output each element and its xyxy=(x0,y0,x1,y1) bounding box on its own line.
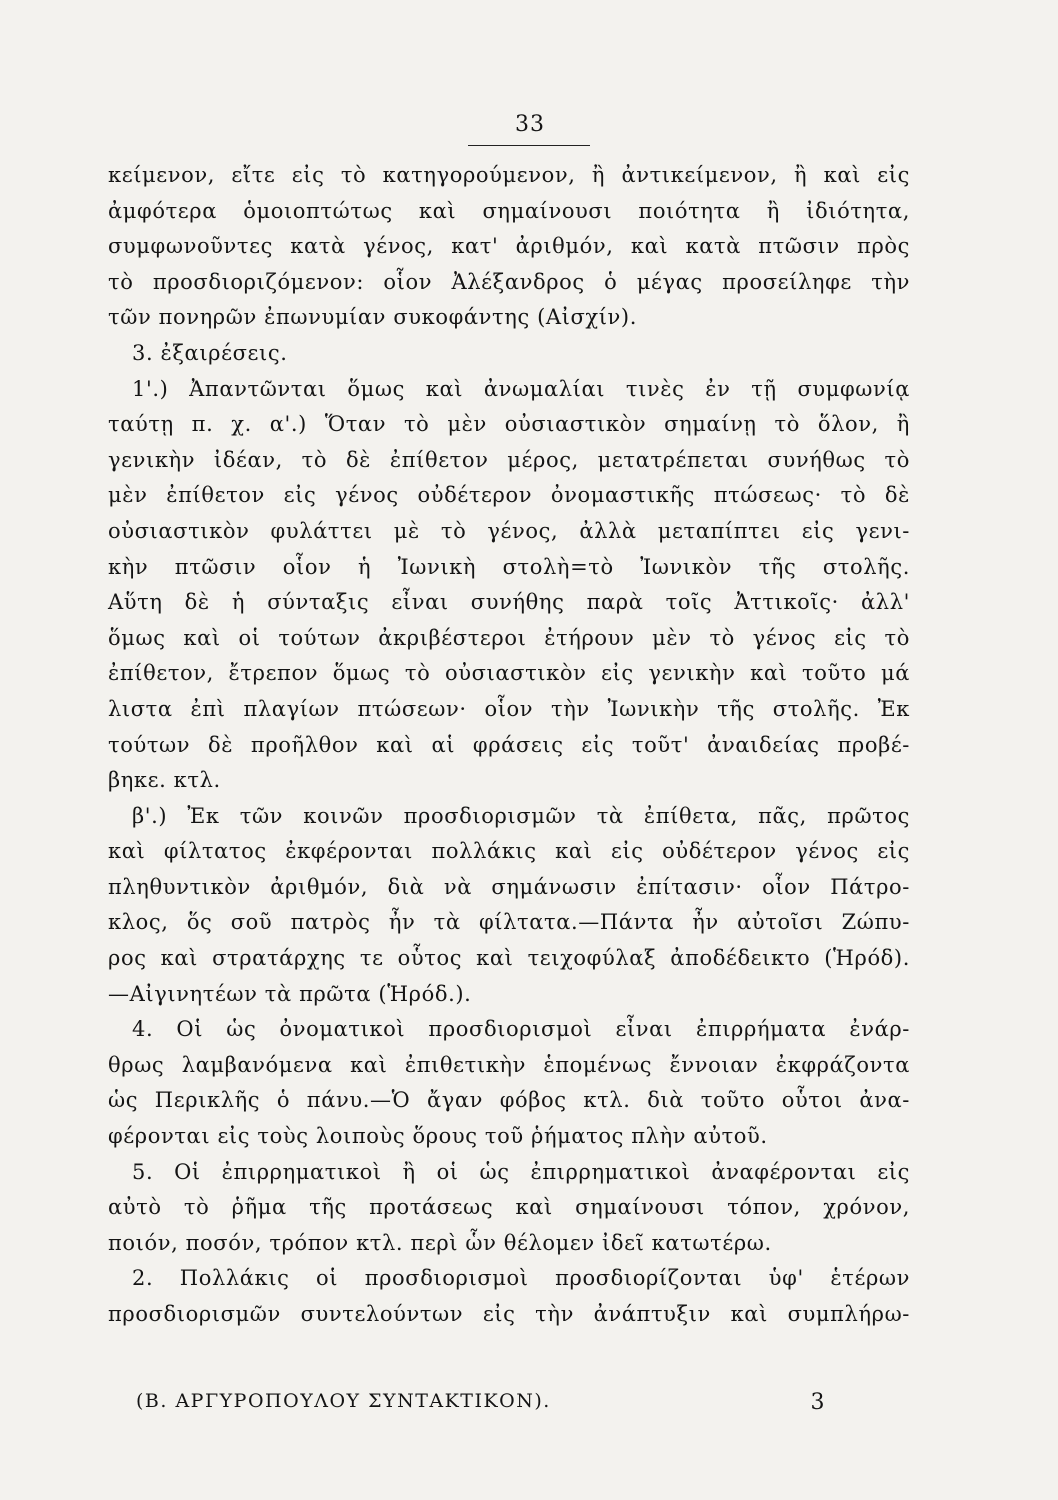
text-line: συμφωνοῦντες κατὰ γένος, κατ' ἀριθμόν, καὶ κατὰ πτῶσιν πρὸς xyxy=(108,234,910,259)
text-line: καὶ φίλτατος ἐκφέρονται πολλάκις καὶ εἰς οὐδέτερον γένος εἰς xyxy=(108,839,910,864)
text-line: 4. Οἱ ὡς ὀνοματικοὶ προσδιορισμοὶ εἶναι ἐπιρρήματα ἐνάρ- xyxy=(132,1017,910,1042)
text-line: ταύτῃ π. χ. α'.) Ὅταν τὸ μὲν οὐσιαστικὸν σημαίνῃ τὸ ὅλον, ἢ xyxy=(108,412,910,437)
text-line: κὴν πτῶσιν οἷον ἡ Ἰωνικὴ στολὴ=τὸ Ἰωνικὸν τῆς στολῆς. xyxy=(108,554,910,579)
text-line: μὲν ἐπίθετον εἰς γένος οὐδέτερον ὀνομαστικῆς πτώσεως· τὸ δὲ xyxy=(108,483,910,508)
text-line: ὡς Περικλῆς ὁ πάνυ.—Ὁ ἄγαν φόβος κτλ. διὰ τοῦτο οὗτοι ἀνα- xyxy=(108,1088,910,1113)
text-line: Αὕτη δὲ ἡ σύνταξις εἶναι συνήθης παρὰ τοῖς Ἀττικοῖς· ἀλλ' xyxy=(108,590,910,615)
text-line: γενικὴν ἰδέαν, τὸ δὲ ἐπίθετον μέρος, μετατρέπεται συνήθως τὸ xyxy=(108,447,910,472)
text-line: 1'.) Ἀπαντῶνται ὅμως καὶ ἀνωμαλίαι τινὲς ἐν τῇ συμφωνίᾳ xyxy=(132,376,910,401)
text-line: προσδιορισμῶν συντελούντων εἰς τὴν ἀνάπτυξιν καὶ συμπλήρω- xyxy=(108,1302,910,1326)
text-line: ποιόν, ποσόν, τρόπον κτλ. περὶ ὧν θέλομεν ἰδεῖ κατωτέρω. xyxy=(108,1230,772,1255)
body-text xyxy=(108,158,910,1333)
text-line: πληθυντικὸν ἀριθμόν, διὰ νὰ σημάνωσιν ἐπίτασιν· οἷον Πάτρο- xyxy=(108,874,910,899)
footer-sheet-number: 3 xyxy=(810,1390,826,1415)
header-rule xyxy=(468,145,590,146)
text-line: θρως λαμβανόμενα καὶ ἐπιθετικὴν ἑπομένως ἔννοιαν ἐκφράζοντα xyxy=(108,1052,910,1077)
text-line: β'.) Ἐκ τῶν κοινῶν προσδιορισμῶν τὰ ἐπίθετα, πᾶς, πρῶτος xyxy=(132,803,910,828)
section-heading: 3. ἐξαιρέσεις. xyxy=(132,340,288,365)
text-line: —Αἰγινητέων τὰ πρῶτα (Ἡρόδ.). xyxy=(108,981,472,1006)
page-number: 33 xyxy=(515,112,545,137)
text-line: τὸ προσδιοριζόμενον: οἷον Ἀλέξανδρος ὁ μέγας προσείληφε τὴν xyxy=(108,269,910,294)
text-line: αὐτὸ τὸ ῥῆμα τῆς προτάσεως καὶ σημαίνουσι τόπον, χρόνον, xyxy=(108,1195,910,1220)
text-line: βηκε. κτλ. xyxy=(108,768,221,793)
text-line: κλος, ὅς σοῦ πατρὸς ἦν τὰ φίλτατα.—Πάντα ἦν αὐτοῖσι Ζώπυ- xyxy=(108,910,910,935)
text-line: ὅμως καὶ οἱ τούτων ἀκριβέστεροι ἐτήρουν μὲν τὸ γένος εἰς τὸ xyxy=(108,625,910,650)
text-line: ἐπίθετον, ἔτρεπον ὅμως τὸ οὐσιαστικὸν εἰς γενικὴν καὶ τοῦτο μά xyxy=(108,661,910,686)
text-line: τῶν πονηρῶν ἐπωνυμίαν συκοφάντης (Αἰσχίν). xyxy=(108,305,637,330)
text-line: κείμενον, εἴτε εἰς τὸ κατηγορούμενον, ἢ ἀντικείμενον, ἢ καὶ εἰς xyxy=(108,163,910,187)
text-line: οὐσιαστικὸν φυλάττει μὲ τὸ γένος, ἀλλὰ μεταπίπτει εἰς γενι- xyxy=(108,518,910,543)
text-line: ἀμφότερα ὁμοιοπτώτως καὶ σημαίνουσι ποιότητα ἢ ἰδιότητα, xyxy=(108,198,910,223)
text-line: 5. Οἱ ἐπιρρηματικοὶ ἢ οἱ ὡς ἐπιρρηματικοὶ ἀναφέρονται εἰς xyxy=(132,1159,910,1184)
text-line: λιστα ἐπὶ πλαγίων πτώσεων· οἷον τὴν Ἰωνικὴν τῆς στολῆς. Ἐκ xyxy=(108,696,910,721)
footer-signature: (Β. ΑΡΓΥΡΟΠΟΥΛΟΥ ΣΥΝΤΑΚΤΙΚΟΝ). xyxy=(136,1390,551,1412)
text-line: ρος καὶ στρατάρχης τε οὗτος καὶ τειχοφύλαξ ἀποδέδεικτο (Ἡρόδ). xyxy=(108,946,910,971)
text-line: φέρονται εἰς τοὺς λοιποὺς ὅρους τοῦ ῥήματος πλὴν αὐτοῦ. xyxy=(108,1124,768,1149)
text-line: 2. Πολλάκις οἱ προσδιορισμοὶ προσδιορίζονται ὑφ' ἑτέρων xyxy=(132,1266,910,1291)
text-line: τούτων δὲ προῆλθον καὶ αἱ φράσεις εἰς τοῦτ' ἀναιδείας προβέ- xyxy=(108,732,910,757)
